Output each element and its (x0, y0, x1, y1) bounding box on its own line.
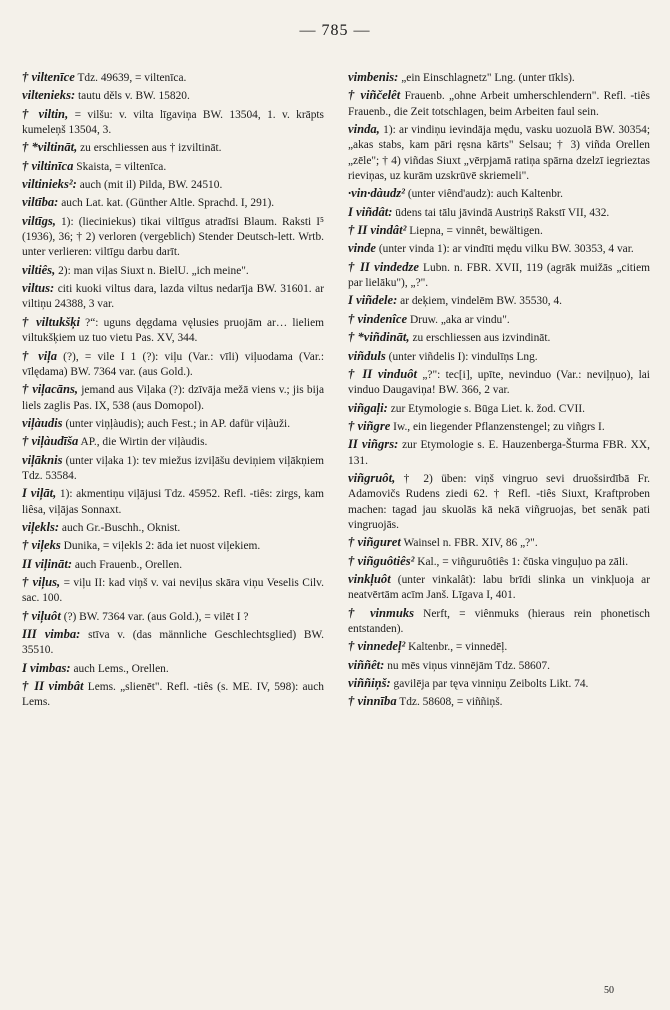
entry-definition: (unter viênd'audz): auch Kaltenbr. (404, 188, 563, 201)
entry-definition: Lems. „slienēt". Refl. -tiês (s. ME. IV, 598): auch Lems. (22, 681, 325, 709)
entry-headword: I vimbas: (22, 660, 71, 675)
entry-headword: viñduls (348, 348, 386, 363)
entry-headword: viltīgs, (22, 213, 56, 228)
entry-definition: ūdens tai tālu jāvindā Austriņš Rakstī VII, 432. (392, 206, 610, 219)
dictionary-entry (22, 70, 324, 86)
dictionary-entry (22, 416, 324, 432)
dictionary-entry (348, 241, 650, 257)
entry-definition: Nerft, = viênmuks (hieraus rein phonetisch entstanden). (348, 607, 650, 635)
dictionary-entry (22, 140, 324, 156)
entry-headword: vimbenis: (348, 70, 399, 84)
dictionary-entry (348, 330, 650, 346)
entry-headword: viltus: (22, 281, 55, 296)
dictionary-entry (22, 349, 324, 381)
entry-headword: viñgruôt, (348, 470, 396, 485)
dictionary-entry (22, 315, 324, 347)
dictionary-entry (22, 661, 324, 677)
entry-headword: † viñguôtiês² (348, 553, 415, 568)
entry-headword: † vinmuks (348, 605, 415, 620)
entry-headword: † II vindedze (348, 259, 419, 274)
entry-headword: I viñdât: (348, 204, 393, 219)
dictionary-entry (22, 281, 324, 313)
entry-definition: Tdz. 49639, = viltenīca. (74, 72, 187, 84)
entry-headword: † viļàudīša (22, 434, 79, 449)
entry-headword: viññêt: (348, 657, 385, 672)
dictionary-entry (348, 88, 650, 120)
entry-definition: Liepna, = vinnêt, bewältigen. (406, 225, 543, 238)
entry-headword: † viltenīce (22, 70, 75, 84)
dictionary-entry (22, 557, 324, 573)
dictionary-entry (348, 572, 650, 604)
entry-definition: † 2) üben: viņš vingruo sevi druošsirdībā Fr. Adamovičs Rudens ziedi 62. † Refl. -tiês Siuxt, Kraftproben machen: tagad jau skuolās kā nekā viñgruojas, bet senāk pati vingruojās. (348, 472, 650, 531)
dictionary-entry (22, 453, 324, 485)
dictionary-entry (348, 223, 650, 239)
entry-definition: auch Frauenb., Orellen. (72, 558, 183, 571)
entry-definition: Wainsel n. FBR. XIV, 86 „?". (400, 537, 538, 550)
entry-definition: auch Lems., Orellen. (70, 662, 169, 675)
entry-headword: viltenieks: (22, 88, 76, 103)
entry-definition: auch Lat. kat. (Günther Altle. Sprachd. I, 291). (58, 197, 275, 210)
dictionary-entry (348, 349, 650, 365)
entry-definition: Kaltenbr., = vinnedēļ. (405, 641, 508, 654)
entry-definition: zur Etymologie s. E. Hauzenberga-Šturma FBR. XX, 131. (348, 439, 650, 467)
entry-headword: † *viñdināt, (348, 330, 410, 345)
dictionary-entry (348, 658, 650, 674)
dictionary-entry (348, 401, 650, 417)
entry-definition: (?) BW. 7364 var. (aus Gold.), = vilēt I ? (60, 610, 249, 623)
entry-definition: „ein Einschlagnetz" Lng. (unter tīkls). (398, 72, 575, 84)
entry-headword: viltinieks²: (22, 177, 77, 192)
entry-headword: viļekls: (22, 519, 60, 534)
dictionary-entry (348, 419, 650, 435)
dictionary-entry (348, 293, 650, 309)
dictionary-entry (348, 437, 650, 469)
dictionary-entry (22, 263, 324, 279)
entry-headword: † *viltināt, (22, 140, 78, 155)
dictionary-entry (22, 609, 324, 625)
entry-definition: zu erschliessen aus † izviltināt. (77, 142, 222, 155)
dictionary-entry (348, 312, 650, 328)
dictionary-entry (22, 214, 324, 261)
dictionary-entry (22, 538, 324, 554)
entry-definition: gavilēja par tęva vinniņu Zeibolts Likt. 74. (390, 678, 589, 691)
entry-definition: AP., die Wirtin der viļàudis. (78, 436, 208, 449)
dictionary-entry (22, 434, 324, 450)
entry-definition: stīva v. (das männliche Geschlechtsglied) BW. 35510. (22, 629, 324, 657)
entry-definition: = viļu II: kad viņš v. vai neviļus skāra viņu Veselis Cilv. sac. 100. (22, 576, 324, 605)
dictionary-entry (22, 486, 324, 518)
right-column (348, 70, 650, 713)
dictionary-entry (348, 471, 650, 533)
entry-headword: † viļuôt (22, 608, 61, 623)
entry-headword: viññiņš: (348, 676, 391, 691)
entry-headword: † viñgre (348, 418, 391, 433)
entry-headword: ·vin·dàudz² (348, 186, 405, 201)
entry-headword: viļàudis (22, 415, 63, 430)
entry-headword: † viltin, (22, 106, 69, 121)
entry-definition: Tdz. 58608, = viññiņš. (396, 696, 503, 709)
entry-definition: (unter viñdelis I): vindulīņs Lng. (385, 350, 538, 363)
dictionary-entry (22, 679, 324, 711)
dictionary-entry (22, 575, 324, 607)
entry-definition: ar deķiem, vindelēm BW. 35530, 4. (397, 295, 563, 308)
dictionary-entry (348, 70, 650, 86)
entry-headword: † II vinduôt (348, 366, 418, 381)
entry-definition: nu mēs viņus vinnējām Tdz. 58607. (384, 659, 550, 672)
entry-definition: Skaista, = viltenīca. (73, 160, 167, 173)
entry-definition: zur Etymologie s. Būga Liet. k. žod. CVII. (387, 402, 585, 415)
entry-headword: † viļus, (22, 574, 61, 589)
entry-headword: vinde (348, 241, 376, 256)
entry-definition: zu erschliessen aus izvindināt. (409, 332, 551, 345)
dictionary-entry (22, 177, 324, 193)
entry-headword: vinkļuôt (348, 571, 391, 586)
entry-definition: = vilšu: v. vilta līgaviņa BW. 13504, 1. v. krāpts kumeleņš 13504, 3. (22, 108, 324, 137)
signature-mark: 50 (604, 985, 614, 996)
entry-definition: 2): man viļas Siuxt n. BielU. „ich meine". (55, 264, 249, 277)
entry-headword: † viñguret (348, 535, 401, 550)
entry-definition: Dunika, = viļekls 2: āda iet nuost viļekiem. (60, 540, 261, 553)
dictionary-entry (348, 639, 650, 655)
entry-headword: I viļāt, (22, 486, 57, 501)
entry-headword: vinda, (348, 122, 380, 137)
dictionary-entry (348, 186, 650, 202)
dictionary-entry (22, 382, 324, 414)
dictionary-entry (348, 694, 650, 710)
dictionary-entry (348, 606, 650, 638)
entry-headword: † II vindât² (348, 223, 407, 238)
entry-definition: Lubn. n. FBR. XVII, 119 (agrāk muižās „citiem par lielāku"), „?". (348, 261, 650, 290)
entry-definition: citi kuoki viltus dara, lazda viltus nedarīja BW. 31601. ar viltiņu 24388, 3 var. (22, 283, 324, 311)
dictionary-entry (22, 627, 324, 659)
entry-definition: (unter viņļàudis); auch Fest.; in AP. dafür viļàuži. (62, 417, 291, 430)
left-column (22, 70, 324, 713)
dictionary-entry (22, 88, 324, 104)
entry-headword: viļāknis (22, 452, 63, 467)
dictionary-entry (22, 107, 324, 139)
entry-definition: tautu děls v. BW. 15820. (75, 90, 190, 103)
entry-headword: † viļacāns, (22, 382, 79, 397)
dictionary-entry (348, 367, 650, 399)
dictionary-entry (22, 520, 324, 536)
dictionary-entry (348, 676, 650, 692)
entry-definition: (unter viļaka 1): tev miežus izviļāšu deviņiem viļākņiem Tdz. 53584. (22, 454, 324, 482)
entry-definition: 1): ar vindiņu ievindāja mędu, vasku uozuolā BW. 30354; „akas stabs, kam pāri ręsna kārts" Selsau; † 3) viñda Orellen „zēle"; † 4) viñdas Siuxt „vērpjamā ratiņa spārna dzelzī iegrieztas rieviņas, uz kurām uzskrūvē skriemeli". (348, 124, 650, 183)
dictionary-entry (348, 205, 650, 221)
entry-headword: † II vimbât (22, 679, 84, 694)
dictionary-entry (22, 195, 324, 211)
entry-definition: Iw., ein liegender Pflanzenstengel; zu viñgrs I. (390, 420, 605, 433)
entry-headword: viñgaļi: (348, 400, 388, 415)
entry-definition: (unter vinkalât): labu brīdi slinka un vinkļuoja ar neatvērtām acīm Janš. Līgava I, 401. (348, 573, 650, 602)
entry-definition: ?“: uguns dęgdama vęlusies pruojām ar… lieliem viltukšķiem uz tuo vietu Pas. XV, 344. (22, 316, 324, 345)
entry-definition: auch (mit il) Pilda, BW. 24510. (76, 179, 223, 192)
entry-headword: viltība: (22, 195, 59, 210)
entry-definition: 1): (lieciniekus) tikai viltīgus atradīsi Blaum. Raksti I⁵ (1936), 36; † 2) verloren (vergeblich) Stender Deutsch-lett. Wrtb. unter verlieren: viltīgu darbu darīt. (22, 215, 324, 259)
entry-headword: I viñdele: (348, 293, 398, 308)
dictionary-entry (348, 554, 650, 570)
entry-headword: † viļeks (22, 538, 61, 553)
entry-headword: † vinnedeļ² (348, 639, 406, 654)
entry-definition: auch Gr.-Buschh., Oknist. (59, 521, 181, 534)
entry-headword: † viltukšķi (22, 314, 81, 329)
dictionary-entry (348, 122, 650, 184)
entry-definition: Frauenb. „ohne Arbeit umherschlendern". Refl. -tiês Frauenb., die Zeit totschlagen, beim Arbeiten faul sein. (348, 90, 650, 118)
entry-headword: viltiês, (22, 262, 56, 277)
dictionary-entry (348, 535, 650, 551)
entry-headword: † vinnība (348, 694, 397, 709)
entry-definition: (unter vinda 1): ar vindīti mędu vilku BW. 30353, 4 var. (375, 243, 634, 256)
entry-headword: † viltinīca (22, 158, 74, 173)
dictionary-entry (22, 159, 324, 175)
dictionary-entry (348, 260, 650, 292)
page-number: — 785 — (299, 22, 371, 39)
entry-headword: II viñgrs: (348, 437, 399, 452)
entry-definition: Druw. „aka ar vindu". (407, 313, 510, 326)
entry-headword: II viļināt: (22, 556, 73, 571)
entry-headword: † viñčelêt (348, 88, 401, 103)
entry-definition: jemand aus Viļaka (?): dzīvāja mežā viens v.; jis bija liels zaglis Pas. IX, 538 (aus Domopol). (22, 384, 325, 412)
entry-headword: † viļa (22, 348, 57, 363)
entry-headword: III vimba: (22, 627, 81, 641)
entry-headword: † vindenîce (348, 311, 408, 326)
entry-definition: 1): akmentiņu viļājusi Tdz. 45952. Refl. -tiês: zirgs, kam liêsa, viļājas Sonnaxt. (22, 488, 324, 516)
entry-definition: „?": tec[i], upīte, nevinduo (Var.: neviļņuo), lai vinduo Daugaviņa! BW. 366, 2 var. (348, 368, 650, 397)
entry-definition: Kal., = viñguruôtiês 1: čūska vinguļuo pa zāli. (414, 555, 629, 568)
entry-definition: (?), = vile I 1 (?): viļu (Var.: vīli) viļuodama (Var.: vīlędama) BW. 7364 var. (aus Gold.). (22, 350, 324, 378)
